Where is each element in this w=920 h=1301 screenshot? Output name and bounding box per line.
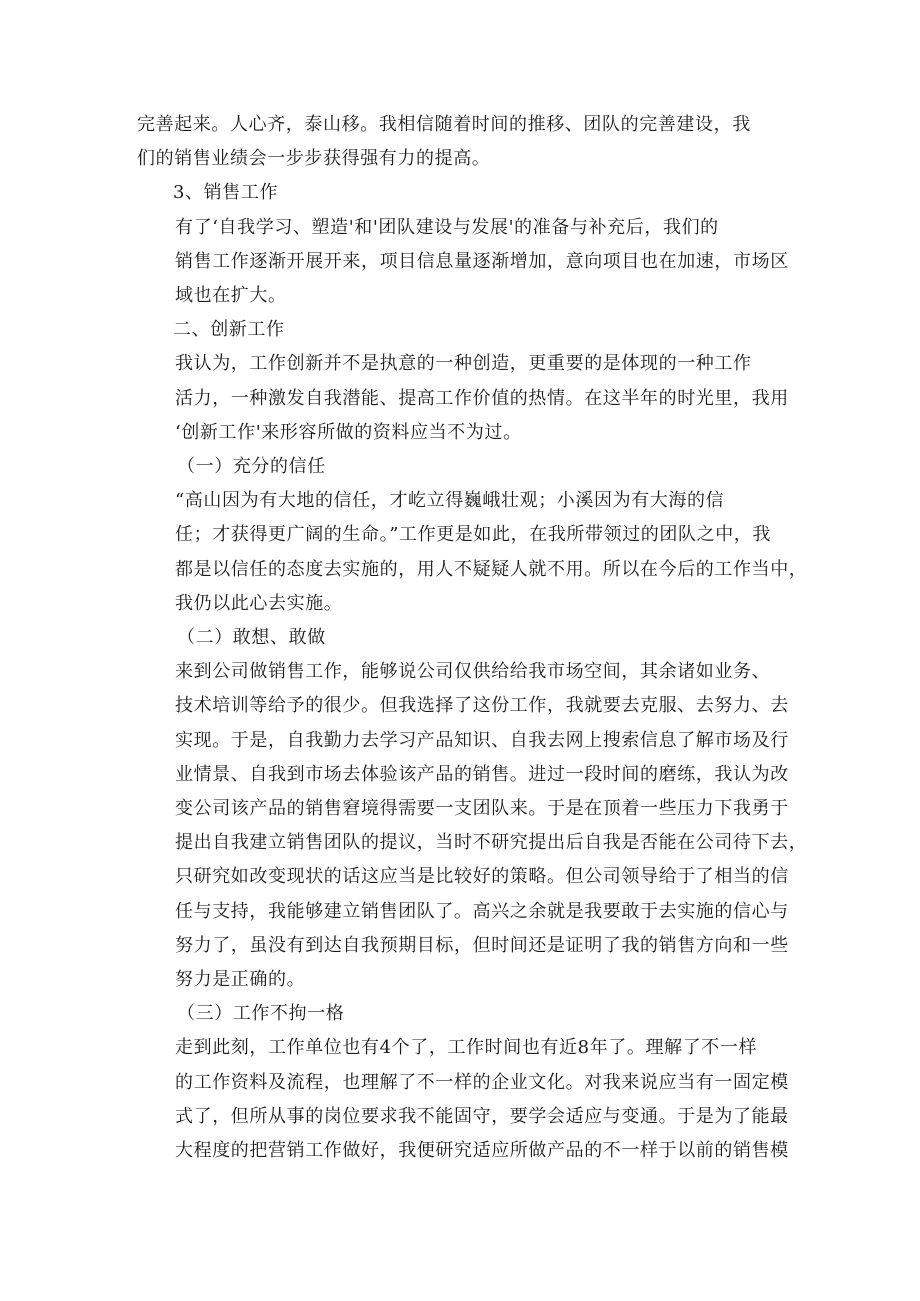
section-heading: 3、销售工作 [173,182,279,204]
body-paragraph [137,108,793,176]
section-heading: （一）充分的信任 [177,456,326,478]
paragraph-line: 们的销售业绩会一步步获得强有力的提高。 [137,148,491,170]
body-paragraph [137,655,808,997]
paragraph-line: 都是以信任的态度去实施的，用人不疑疑人就不用。所以在今后的工作当中， [175,558,808,580]
paragraph-line: 任与支持，我能够建立销售团队了。高兴之余就是我要敢于去实施的信心与 [175,900,789,922]
paragraph-line: 走到此刻，工作单位也有4个了，工作时间也有近8年了。理解了不一样 [175,1037,758,1059]
body-paragraph [137,211,793,314]
paragraph-line: 有了‘自我学习、塑造'和'团队建设与发展'的准备与补充后，我们的 [175,216,719,238]
paragraph-line: 完善起来。人心齐，泰山移。我相信随着时间的推移、团队的完善建设，我 [137,114,751,135]
section-heading: 二、创新工作 [173,319,285,341]
paragraph-line: 变公司该产品的销售窘境得需要一支团队来。于是在顶着一些压力下我勇于 [175,798,789,820]
paragraph-line: 努力了，虽没有到达自我预期目标，但时间还是证明了我的销售方向和一些 [175,934,789,956]
paragraph-line: 业情景、自我到市场去体验该产品的销售。进过一段时间的磨练，我认为改 [175,763,789,785]
body-paragraph [137,347,793,450]
paragraph-line: ‘创新工作'来形容所做的资料应当不为过。 [175,421,522,443]
paragraph-line: 的工作资料及流程，也理解了不一样的企业文化。对我来说应当有一固定模 [175,1071,789,1093]
paragraph-line: 域也在扩大。 [175,285,287,307]
paragraph-line: 实现。于是，自我勤力去学习产品知识、自我去网上搜索信息了解市场及行 [175,729,789,751]
paragraph-line: 任；才获得更广阔的生命。”工作更是如此，在我所带领过的团队之中，我 [175,524,771,546]
paragraph-line: “高山因为有大地的信任，才屹立得巍峨壮观；小溪因为有大海的信 [175,490,725,512]
body-paragraph [137,484,808,621]
paragraph-line: 只研究如改变现状的话这应当是比较好的策略。但公司领导给于了相当的信 [175,866,789,888]
body-paragraph [137,1031,793,1168]
paragraph-line: 努力是正确的。 [175,969,306,991]
paragraph-line: 我认为，工作创新并不是执意的一种创造，更重要的是体现的一种工作 [175,353,752,375]
paragraph-line: 销售工作逐渐开展开来，项目信息量逐渐增加，意向项目也在加速，市场区 [175,250,789,272]
paragraph-line: 活力，一种激发自我潜能、提高工作价值的热情。在这半年的时光里，我用 [175,387,789,409]
document-page [137,108,808,1168]
paragraph-line: 来到公司做销售工作，能够说公司仅供给给我市场空间，其余诸如业务、 [175,661,771,683]
paragraph-line: 提出自我建立销售团队的提议，当时不研究提出后自我是否能在公司待下去， [175,832,808,854]
paragraph-line: 大程度的把营销工作做好，我便研究适应所做产品的不一样于以前的销售模 [175,1140,789,1162]
section-heading: （三）工作不拘一格 [177,1003,345,1025]
section-heading: （二）敢想、敢做 [177,627,326,649]
paragraph-line: 式了，但所从事的岗位要求我不能固守，要学会适应与变通。于是为了能最 [175,1105,789,1127]
paragraph-line: 我仍以此心去实施。 [175,592,343,614]
paragraph-line: 技术培训等给予的很少。但我选择了这份工作，我就要去克服、去努力、去 [175,695,789,717]
